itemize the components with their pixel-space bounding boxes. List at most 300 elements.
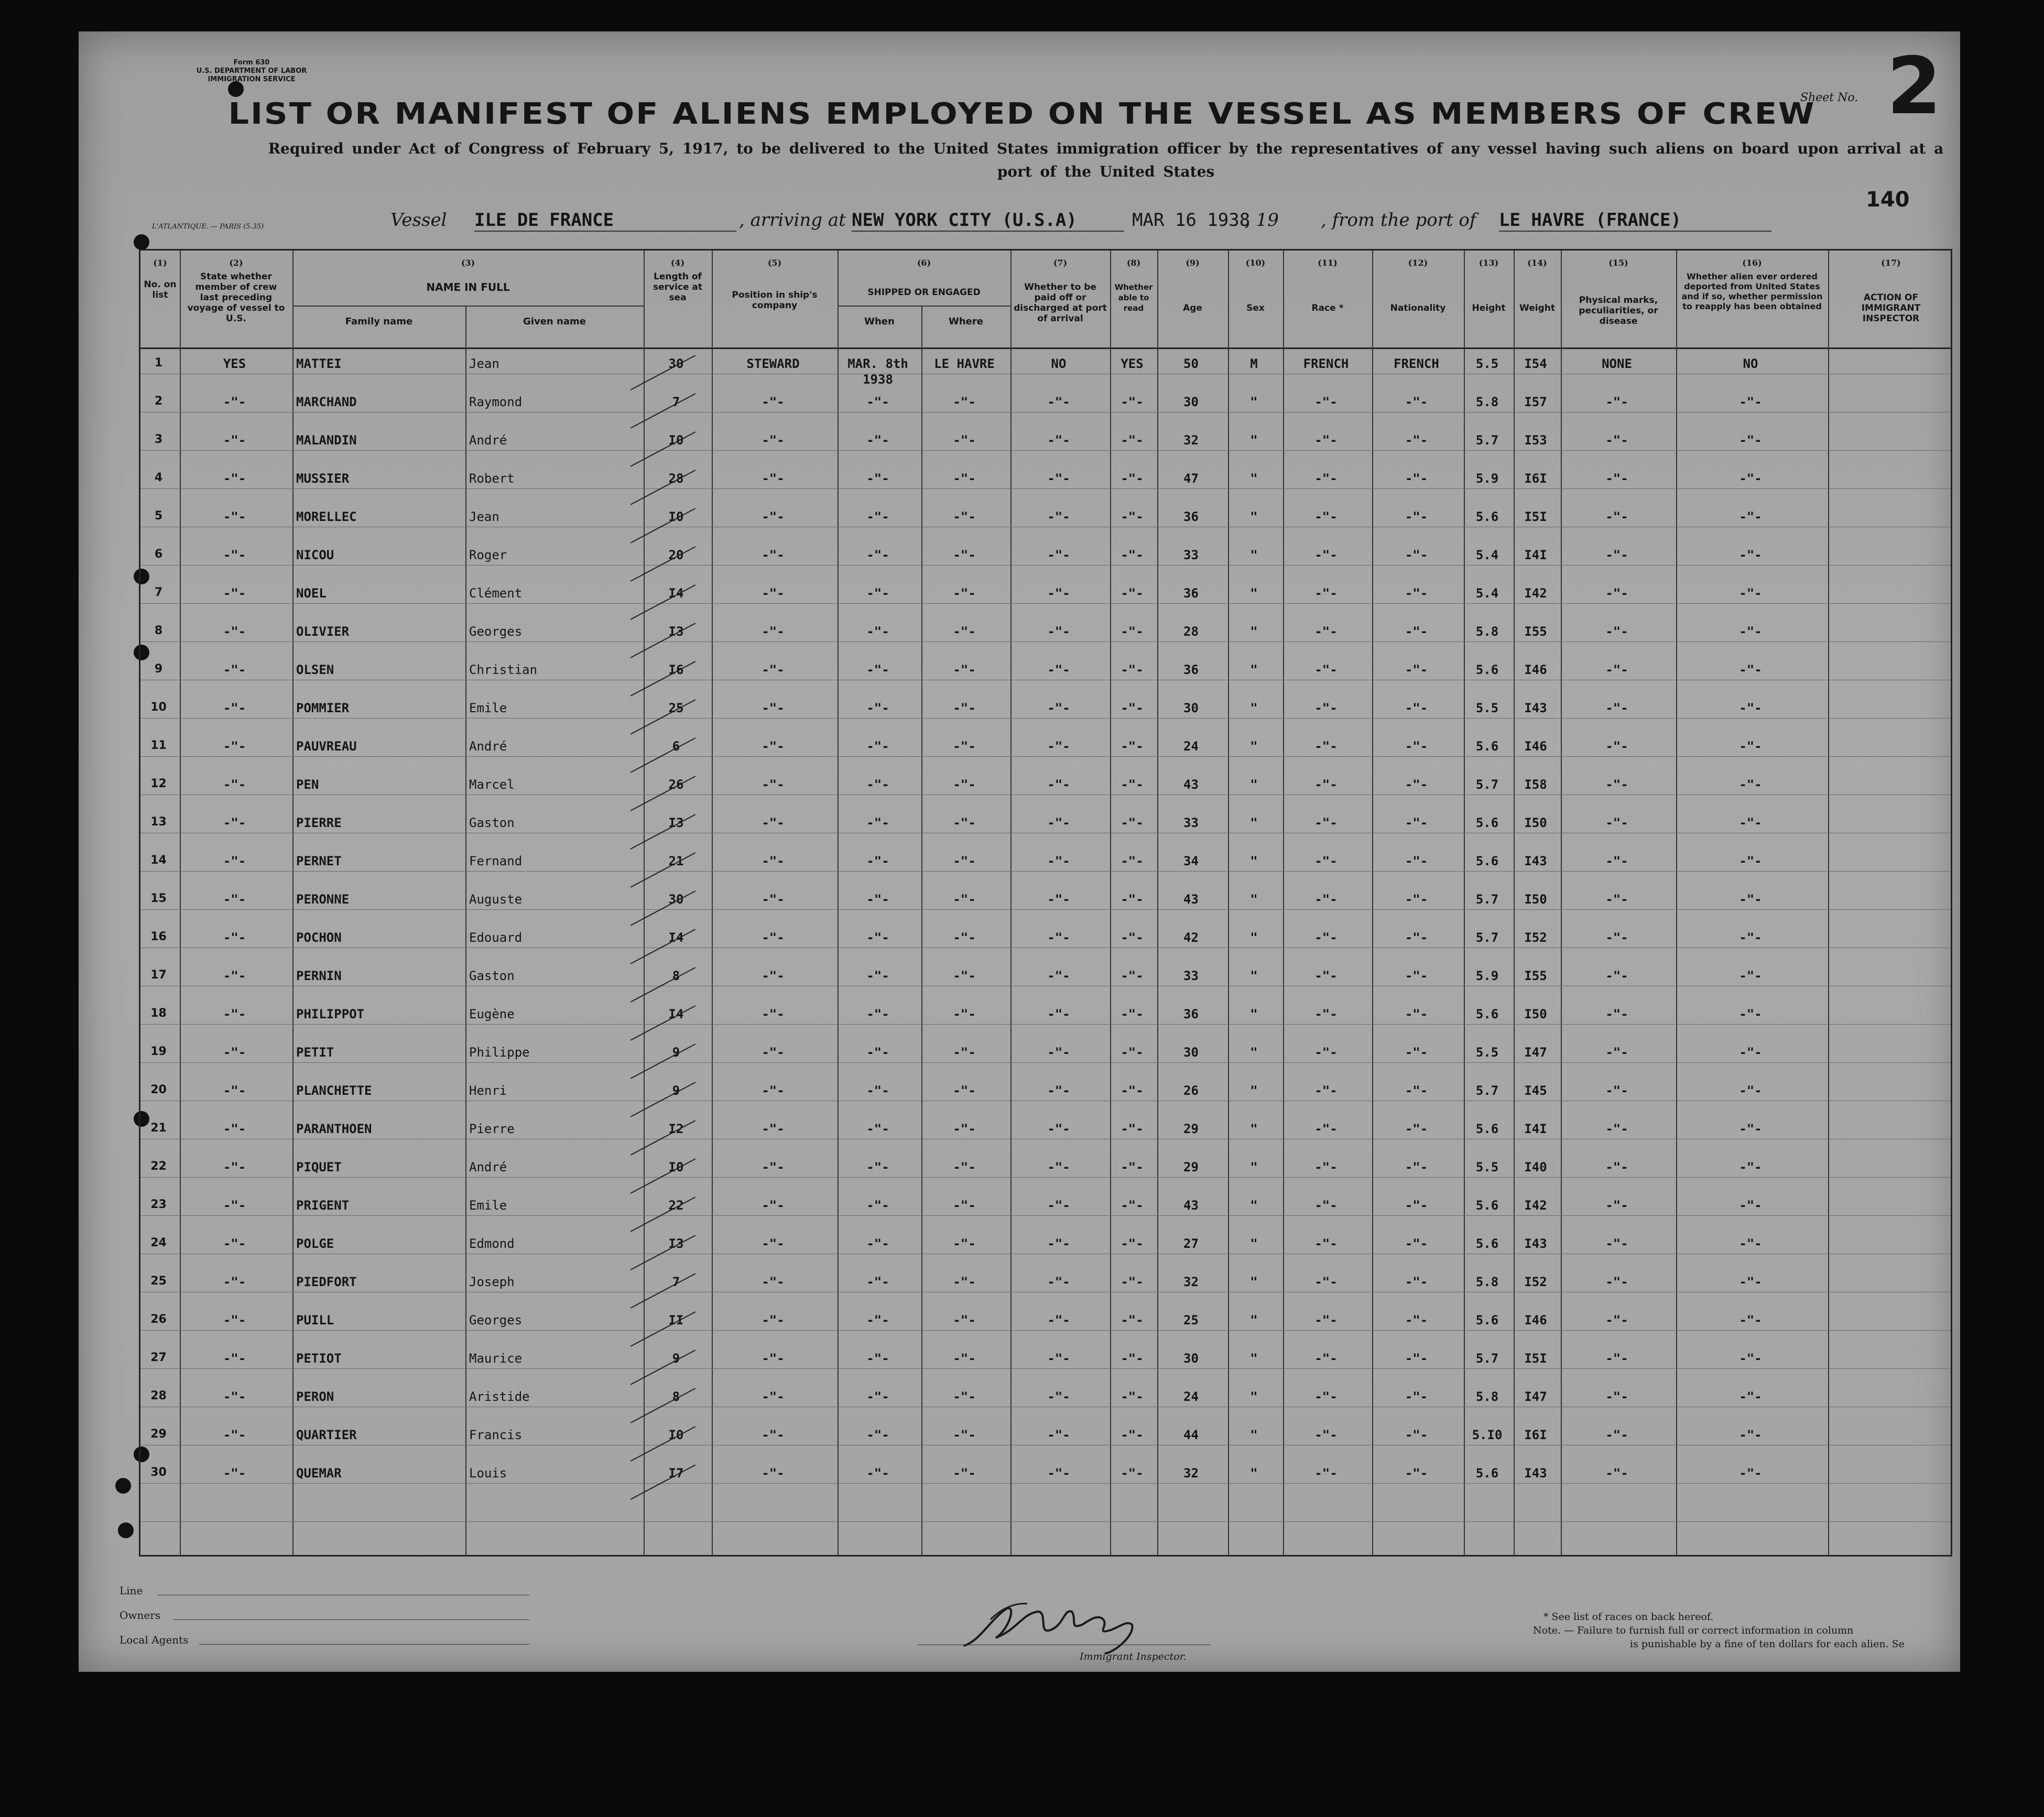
row-17-no: 17 <box>150 969 167 982</box>
note-label: Note. — <box>1533 1625 1574 1636</box>
row-26-given: Georges <box>469 1313 523 1328</box>
row-2-no: 2 <box>154 395 163 408</box>
row-21-service: I2 <box>668 1122 684 1136</box>
row-19-weight: I47 <box>1524 1045 1547 1060</box>
row-4-age: 47 <box>1183 471 1199 486</box>
row-13-when: -"- <box>866 815 889 830</box>
col-15-header: Physical marks, peculiarities, or disease <box>1579 295 1658 327</box>
row-divider <box>140 1521 1951 1522</box>
row-30-deported: -"- <box>1739 1466 1762 1481</box>
row-23-family: PRIGENT <box>296 1198 350 1213</box>
row-26-when: -"- <box>866 1313 889 1328</box>
row-21-age: 29 <box>1183 1122 1199 1136</box>
row-11-service: 6 <box>672 739 680 754</box>
row-16-given: Edouard <box>469 930 523 945</box>
row-24-nat: -"- <box>1405 1236 1428 1251</box>
row-24-age: 27 <box>1183 1236 1199 1251</box>
row-22-nat: -"- <box>1405 1160 1428 1174</box>
row-5-prev: -"- <box>223 509 246 524</box>
row-27-deported: -"- <box>1739 1351 1762 1366</box>
row-13-race: -"- <box>1314 815 1338 830</box>
row-22-height: 5.5 <box>1475 1160 1499 1174</box>
row-3-age: 32 <box>1183 433 1199 448</box>
row-19-paid: -"- <box>1047 1045 1070 1060</box>
row-18-marks: -"- <box>1605 1007 1628 1021</box>
row-25-weight: I52 <box>1524 1275 1547 1289</box>
row-11-age: 24 <box>1183 739 1199 754</box>
row-24-marks: -"- <box>1605 1236 1628 1251</box>
row-10-read: -"- <box>1121 701 1144 715</box>
row-20-where: -"- <box>953 1083 976 1098</box>
col-16-header: Whether alien ever ordered deported from United States and if so, whether permission to reapply has been obtained <box>1681 271 1823 311</box>
row-7-race: -"- <box>1314 586 1338 601</box>
row-20-when: -"- <box>866 1083 889 1098</box>
row-9-race: -"- <box>1314 662 1338 677</box>
row-26-deported: -"- <box>1739 1313 1762 1328</box>
row-23-position: -"- <box>762 1198 785 1213</box>
row-1-age: 50 <box>1183 356 1199 371</box>
row-27-sex: " <box>1250 1351 1258 1366</box>
col-11-number: (11) <box>1318 258 1338 268</box>
row-11-nat: -"- <box>1405 739 1428 754</box>
row-13-no: 13 <box>150 815 167 829</box>
row-15-nat: -"- <box>1405 892 1428 907</box>
row-9-weight: I46 <box>1524 662 1547 677</box>
from-port-field <box>1499 210 1771 232</box>
row-12-when: -"- <box>866 777 889 792</box>
row-3-position: -"- <box>762 433 785 448</box>
inspector-label: Immigrant Inspector. <box>1080 1651 1187 1662</box>
row-23-sex: " <box>1250 1198 1258 1213</box>
row-14-height: 5.6 <box>1475 854 1499 868</box>
row-11-sex: " <box>1250 739 1258 754</box>
row-6-paid: -"- <box>1047 548 1070 562</box>
sheet-label: Sheet No. <box>1800 91 1858 104</box>
row-17-position: -"- <box>762 969 785 983</box>
col-15-number: (15) <box>1608 258 1628 268</box>
row-divider <box>140 1483 1951 1484</box>
row-29-no: 29 <box>150 1428 167 1441</box>
row-16-when: -"- <box>866 930 889 945</box>
col-11-header: Race * <box>1311 303 1344 313</box>
col-10-header: Sex <box>1246 303 1265 313</box>
row-21-race: -"- <box>1314 1122 1338 1136</box>
row-14-sex: " <box>1250 854 1258 868</box>
row-2-given: Raymond <box>469 395 523 409</box>
row-13-paid: -"- <box>1047 815 1070 830</box>
row-13-read: -"- <box>1121 815 1144 830</box>
row-15-where: -"- <box>953 892 976 907</box>
row-25-where: -"- <box>953 1275 976 1289</box>
row-13-marks: -"- <box>1605 815 1628 830</box>
row-7-position: -"- <box>762 586 785 601</box>
col-16-number: (16) <box>1742 258 1762 268</box>
row-29-nat: -"- <box>1405 1428 1428 1442</box>
row-16-weight: I52 <box>1524 930 1547 945</box>
col-1-number: (1) <box>153 258 167 268</box>
row-12-position: -"- <box>762 777 785 792</box>
row-7-deported: -"- <box>1739 586 1762 601</box>
row-12-where: -"- <box>953 777 976 792</box>
col-4-number: (4) <box>670 258 685 268</box>
row-4-service: 28 <box>668 471 684 486</box>
col-7-number: (7) <box>1053 258 1068 268</box>
column-divider <box>1828 251 1829 1555</box>
row-17-service: 8 <box>672 969 680 983</box>
row-5-where: -"- <box>953 509 976 524</box>
row-14-prev: -"- <box>223 854 246 868</box>
row-10-nat: -"- <box>1405 701 1428 715</box>
row-4-weight: I6I <box>1524 471 1547 486</box>
row-6-weight: I4I <box>1524 548 1547 562</box>
row-19-service: 9 <box>672 1045 680 1060</box>
row-18-family: PHILIPPOT <box>296 1007 365 1021</box>
manifest-subtitle: Required under Act of Congress of February 5, 1917, to be delivered to the United States immigration officer by the representatives of any vessel having such aliens on board upon arrival at a port of the United States <box>268 140 1944 180</box>
row-3-race: -"- <box>1314 433 1338 448</box>
row-12-marks: -"- <box>1605 777 1628 792</box>
row-9-service: I6 <box>668 662 684 677</box>
row-10-prev: -"- <box>223 701 246 715</box>
row-17-family: PERNIN <box>296 969 342 983</box>
row-1-where: LE HAVRE <box>934 356 995 371</box>
row-12-deported: -"- <box>1739 777 1762 792</box>
row-23-when: -"- <box>866 1198 889 1213</box>
row-5-sex: " <box>1250 509 1258 524</box>
row-21-height: 5.6 <box>1475 1122 1499 1136</box>
row-17-race: -"- <box>1314 969 1338 983</box>
row-24-read: -"- <box>1121 1236 1144 1251</box>
row-29-when: -"- <box>866 1428 889 1442</box>
row-23-race: -"- <box>1314 1198 1338 1213</box>
row-8-marks: -"- <box>1605 624 1628 639</box>
row-10-where: -"- <box>953 701 976 715</box>
row-28-weight: I47 <box>1524 1389 1547 1404</box>
row-14-where: -"- <box>953 854 976 868</box>
row-19-given: Philippe <box>469 1045 530 1060</box>
row-1-family: MATTEI <box>296 356 342 371</box>
col-5-header: Position in ship's company <box>732 290 818 311</box>
row-26-paid: -"- <box>1047 1313 1070 1328</box>
arriving-label: , arriving at <box>739 210 846 231</box>
row-4-sex: " <box>1250 471 1258 486</box>
row-20-nat: -"- <box>1405 1083 1428 1098</box>
col-17-header: ACTION OF IMMIGRANT INSPECTOR <box>1861 292 1921 324</box>
row-11-race: -"- <box>1314 739 1338 754</box>
row-1-sex: M <box>1250 356 1258 371</box>
row-30-weight: I43 <box>1524 1466 1547 1481</box>
col-12-header: Nationality <box>1390 303 1446 313</box>
row-4-no: 4 <box>154 471 163 484</box>
row-23-height: 5.6 <box>1475 1198 1499 1213</box>
from-label: , from the port of <box>1321 210 1476 231</box>
row-25-age: 32 <box>1183 1275 1199 1289</box>
row-5-when: -"- <box>866 509 889 524</box>
row-11-read: -"- <box>1121 739 1144 754</box>
race-footnote: * See list of races on back hereof. <box>1543 1611 1714 1623</box>
row-18-sex: " <box>1250 1007 1258 1021</box>
row-23-prev: -"- <box>223 1198 246 1213</box>
row-22-no: 22 <box>150 1160 167 1173</box>
row-3-marks: -"- <box>1605 433 1628 448</box>
row-28-age: 24 <box>1183 1389 1199 1404</box>
row-divider <box>140 1368 1951 1369</box>
col-14-number: (14) <box>1527 258 1547 268</box>
row-8-where: -"- <box>953 624 976 639</box>
row-divider <box>140 756 1951 757</box>
row-21-read: -"- <box>1121 1122 1144 1136</box>
row-3-nat: -"- <box>1405 433 1428 448</box>
row-7-weight: I42 <box>1524 586 1547 601</box>
row-6-marks: -"- <box>1605 548 1628 562</box>
row-18-when: -"- <box>866 1007 889 1021</box>
row-11-position: -"- <box>762 739 785 754</box>
row-13-family: PIERRE <box>296 815 342 830</box>
name-subheader-line <box>292 306 644 307</box>
row-25-service: 7 <box>672 1275 680 1289</box>
row-6-family: NICOU <box>296 548 334 562</box>
row-1-prev: YES <box>223 356 246 371</box>
row-6-sex: " <box>1250 548 1258 562</box>
row-11-paid: -"- <box>1047 739 1070 754</box>
col-4-header: Length of service at sea <box>653 271 703 303</box>
row-17-where: -"- <box>953 969 976 983</box>
row-10-height: 5.5 <box>1475 701 1499 715</box>
row-24-where: -"- <box>953 1236 976 1251</box>
row-21-paid: -"- <box>1047 1122 1070 1136</box>
row-10-race: -"- <box>1314 701 1338 715</box>
col-7-header: Whether to be paid off or discharged at port of arrival <box>1014 282 1107 324</box>
row-30-paid: -"- <box>1047 1466 1070 1481</box>
row-30-service: I7 <box>668 1466 684 1481</box>
row-5-family: MORELLEC <box>296 509 357 524</box>
row-28-height: 5.8 <box>1475 1389 1499 1404</box>
row-17-marks: -"- <box>1605 969 1628 983</box>
form-number-line: Form 630 <box>233 59 270 67</box>
col-9-header: Age <box>1183 303 1202 313</box>
row-divider <box>140 1215 1951 1216</box>
row-13-age: 33 <box>1183 815 1199 830</box>
row-22-prev: -"- <box>223 1160 246 1174</box>
row-16-age: 42 <box>1183 930 1199 945</box>
row-27-height: 5.7 <box>1475 1351 1499 1366</box>
row-23-service: 22 <box>668 1198 684 1213</box>
row-24-prev: -"- <box>223 1236 246 1251</box>
row-9-sex: " <box>1250 662 1258 677</box>
row-29-position: -"- <box>762 1428 785 1442</box>
row-8-age: 28 <box>1183 624 1199 639</box>
row-14-no: 14 <box>150 854 167 867</box>
row-21-marks: -"- <box>1605 1122 1628 1136</box>
row-17-deported: -"- <box>1739 969 1762 983</box>
row-28-sex: " <box>1250 1389 1258 1404</box>
row-27-service: 9 <box>672 1351 680 1366</box>
row-28-marks: -"- <box>1605 1389 1628 1404</box>
row-3-read: -"- <box>1121 433 1144 448</box>
row-12-service: 26 <box>668 777 684 792</box>
row-18-nat: -"- <box>1405 1007 1428 1021</box>
row-6-prev: -"- <box>223 548 246 562</box>
row-5-read: -"- <box>1121 509 1144 524</box>
row-3-deported: -"- <box>1739 433 1762 448</box>
row-divider <box>140 1024 1951 1025</box>
row-24-height: 5.6 <box>1475 1236 1499 1251</box>
row-27-where: -"- <box>953 1351 976 1366</box>
row-30-family: QUEMAR <box>296 1466 342 1481</box>
row-28-prev: -"- <box>223 1389 246 1404</box>
row-2-service: 7 <box>672 395 680 409</box>
row-5-paid: -"- <box>1047 509 1070 524</box>
row-29-family: QUARTIER <box>296 1428 357 1442</box>
row-11-deported: -"- <box>1739 739 1762 754</box>
row-16-prev: -"- <box>223 930 246 945</box>
row-16-position: -"- <box>762 930 785 945</box>
row-26-family: PUILL <box>296 1313 334 1328</box>
row-14-service: 21 <box>668 854 684 868</box>
row-2-marks: -"- <box>1605 395 1628 409</box>
row-29-given: Francis <box>469 1428 523 1442</box>
col-1-header: No. on list <box>144 279 177 300</box>
row-21-position: -"- <box>762 1122 785 1136</box>
row-1-no: 1 <box>154 356 163 369</box>
row-6-where: -"- <box>953 548 976 562</box>
row-18-weight: I50 <box>1524 1007 1547 1021</box>
row-21-sex: " <box>1250 1122 1258 1136</box>
row-13-where: -"- <box>953 815 976 830</box>
row-28-read: -"- <box>1121 1389 1144 1404</box>
row-24-service: I3 <box>668 1236 684 1251</box>
row-29-race: -"- <box>1314 1428 1338 1442</box>
row-6-deported: -"- <box>1739 548 1762 562</box>
row-divider <box>140 1330 1951 1331</box>
row-10-given: Emile <box>469 701 507 715</box>
row-6-service: 20 <box>668 548 684 562</box>
row-9-paid: -"- <box>1047 662 1070 677</box>
row-20-paid: -"- <box>1047 1083 1070 1098</box>
row-15-when: -"- <box>866 892 889 907</box>
row-22-race: -"- <box>1314 1160 1338 1174</box>
row-16-family: POCHON <box>296 930 342 945</box>
row-28-when: -"- <box>866 1389 889 1404</box>
line-label: Line <box>119 1584 143 1597</box>
row-22-weight: I40 <box>1524 1160 1547 1174</box>
row-21-family: PARANTHOEN <box>296 1122 372 1136</box>
col-8-header: Whether able to read <box>1114 282 1153 313</box>
row-8-service: I3 <box>668 624 684 639</box>
row-1-service: 30 <box>668 356 684 371</box>
row-8-family: OLIVIER <box>296 624 350 639</box>
row-14-race: -"- <box>1314 854 1338 868</box>
row-3-when: -"- <box>866 433 889 448</box>
row-14-when: -"- <box>866 854 889 868</box>
row-24-weight: I43 <box>1524 1236 1547 1251</box>
row-18-paid: -"- <box>1047 1007 1070 1021</box>
row-20-marks: -"- <box>1605 1083 1628 1098</box>
row-15-read: -"- <box>1121 892 1144 907</box>
row-10-weight: I43 <box>1524 701 1547 715</box>
row-15-given: Auguste <box>469 892 523 907</box>
row-15-position: -"- <box>762 892 785 907</box>
row-11-weight: I46 <box>1524 739 1547 754</box>
row-27-family: PETIOT <box>296 1351 342 1366</box>
row-divider <box>140 1062 1951 1063</box>
row-17-read: -"- <box>1121 969 1144 983</box>
row-13-prev: -"- <box>223 815 246 830</box>
row-8-given: Georges <box>469 624 523 639</box>
row-23-paid: -"- <box>1047 1198 1070 1213</box>
row-10-sex: " <box>1250 701 1258 715</box>
row-3-no: 3 <box>154 433 163 446</box>
row-4-where: -"- <box>953 471 976 486</box>
row-19-when: -"- <box>866 1045 889 1060</box>
row-8-read: -"- <box>1121 624 1144 639</box>
row-15-marks: -"- <box>1605 892 1628 907</box>
row-1-height: 5.5 <box>1475 356 1499 371</box>
row-2-deported: -"- <box>1739 395 1762 409</box>
row-23-weight: I42 <box>1524 1198 1547 1213</box>
row-24-position: -"- <box>762 1236 785 1251</box>
row-12-given: Marcel <box>469 777 515 792</box>
row-20-no: 20 <box>150 1083 167 1096</box>
local-agents-label: Local Agents <box>119 1634 189 1646</box>
row-27-when: -"- <box>866 1351 889 1366</box>
col-8-number: (8) <box>1126 258 1141 268</box>
row-1-when: MAR. 8th <box>847 356 908 371</box>
row-8-nat: -"- <box>1405 624 1428 639</box>
row-17-paid: -"- <box>1047 969 1070 983</box>
row-20-deported: -"- <box>1739 1083 1762 1098</box>
row-10-position: -"- <box>762 701 785 715</box>
row-22-age: 29 <box>1183 1160 1199 1174</box>
row-2-paid: -"- <box>1047 395 1070 409</box>
vessel-name-field <box>474 210 736 232</box>
row-13-position: -"- <box>762 815 785 830</box>
row-16-service: I4 <box>668 930 684 945</box>
row-23-no: 23 <box>150 1198 167 1211</box>
row-19-deported: -"- <box>1739 1045 1762 1060</box>
row-25-read: -"- <box>1121 1275 1144 1289</box>
row-18-where: -"- <box>953 1007 976 1021</box>
row-19-race: -"- <box>1314 1045 1338 1060</box>
when-header: When <box>864 316 895 327</box>
row-19-prev: -"- <box>223 1045 246 1060</box>
row-12-race: -"- <box>1314 777 1338 792</box>
form-number <box>191 59 312 84</box>
row-30-read: -"- <box>1121 1466 1144 1481</box>
row-27-marks: -"- <box>1605 1351 1628 1366</box>
binder-hole <box>134 234 149 250</box>
row-28-nat: -"- <box>1405 1389 1428 1404</box>
row-10-family: POMMIER <box>296 701 350 715</box>
row-16-paid: -"- <box>1047 930 1070 945</box>
row-27-weight: I5I <box>1524 1351 1547 1366</box>
row-21-given: Pierre <box>469 1122 515 1136</box>
row-16-sex: " <box>1250 930 1258 945</box>
row-28-deported: -"- <box>1739 1389 1762 1404</box>
penalty-note <box>1533 1624 1947 1637</box>
row-15-paid: -"- <box>1047 892 1070 907</box>
row-1-when-year: 1938 <box>863 372 893 387</box>
vessel-name: ILE DE FRANCE <box>474 210 736 232</box>
col-13-number: (13) <box>1478 258 1499 268</box>
row-3-height: 5.7 <box>1475 433 1499 448</box>
row-21-no: 21 <box>150 1122 167 1135</box>
row-24-race: -"- <box>1314 1236 1338 1251</box>
row-5-deported: -"- <box>1739 509 1762 524</box>
arrival-date-stamp: MAR 16 1938 <box>1132 210 1251 231</box>
row-16-deported: -"- <box>1739 930 1762 945</box>
row-8-race: -"- <box>1314 624 1338 639</box>
row-18-no: 18 <box>150 1007 167 1020</box>
